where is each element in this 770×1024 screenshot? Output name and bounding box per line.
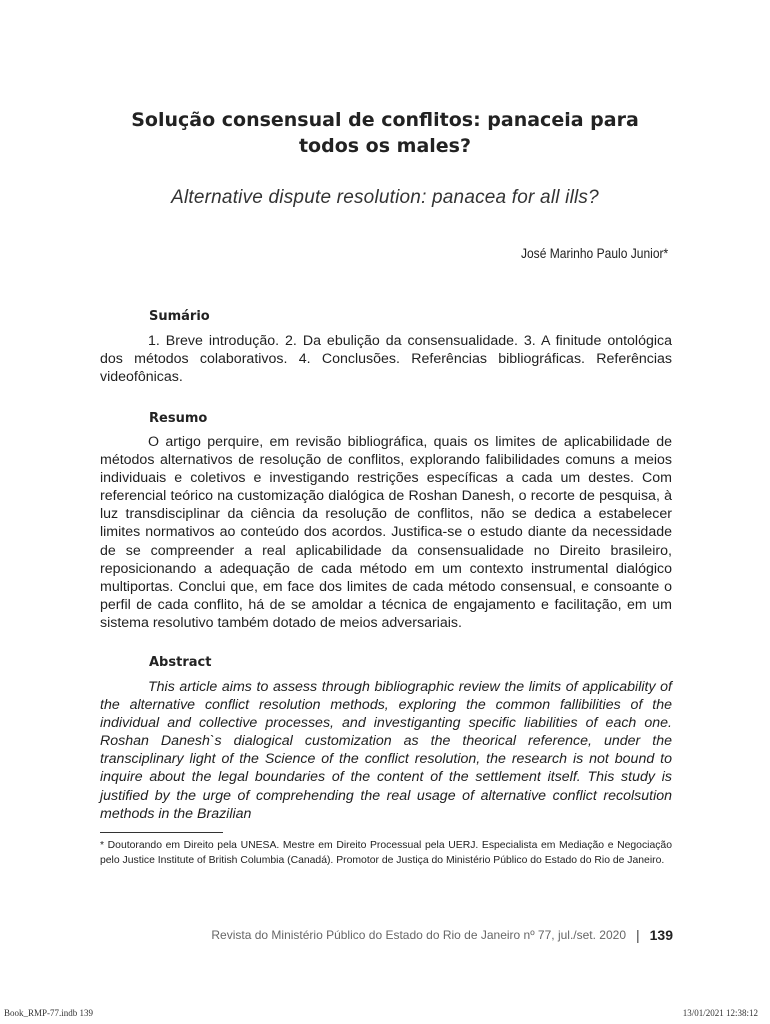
running-footer (211, 927, 673, 943)
article-title-english: Alternative dispute resolution: panacea for all ills? (171, 187, 599, 208)
resumo-heading: Resumo (149, 411, 208, 426)
author-footnote: * Doutorando em Direito pela UNESA. Mestre em Direito Processual pela UERJ. Especialista em Mediação e Negociação pelo Justice Institute of British Columbia (Canadá). Promotor de Justiça do Ministério Público do Estado do Rio de Janeiro. (100, 840, 672, 866)
footer-separator: | (636, 927, 640, 943)
article-title: Solução consensual de conflitos: panaceia para todos os males? (131, 109, 639, 157)
article-author: José Marinho Paulo Junior* (520, 245, 668, 261)
page-number: 139 (649, 927, 673, 943)
resumo-text: O artigo perquire, em revisão bibliográfica, quais os limites de aplicabilidade de métodos alternativos de resolução de conflitos, explorando falibilidades comuns a meios individuais e coletivos e investigando restrições específicas a cada um destes. Com referencial teórico na customização dialógica de Roshan Danesh, o recorte de pesquisa, à luz transdisciplinar da ciência da resolução de conflitos, não se dedica a estabelecer limites normativos ao conteúdo dos acordos. Justifica-se o estudo diante da necessidade de se compreender a real aplicabilidade da consensualidade no Direito brasileiro, reposicionando a adequação de cada método em um contexto instrumental dialógico multiportas. Conclui que, em face dos limites de cada método consensual, e consoante o perfil de cada conflito, há de se amoldar a técnica de engajamento e facilitação, em um sistema resolutivo também dotado de meios adversariais. (100, 434, 672, 631)
footnote-divider (100, 832, 223, 833)
abstract-heading: Abstract (149, 655, 212, 670)
summary-text: 1. Breve introdução. 2. Da ebulição da consensualidade. 3. A finitude ontológica dos métodos colaborativos. 4. Conclusões. Referências bibliográficas. Referências videofônicas. (100, 333, 672, 386)
journal-citation: Revista do Ministério Público do Estado do Rio de Janeiro nº 77, jul./set. 2020 (211, 928, 626, 942)
print-timestamp: 13/01/2021 12:38:12 (682, 1008, 758, 1018)
abstract-text: This article aims to assess through bibliographic review the limits of applicability of the alternative conflict resolution methods, exploring the common fallibilities of the individual and collective processes, and investiganting specific liabilities of each one. Roshan Danesh`s dialogical customization as the theorical reference, under the transciplinary light of the Science of the conflict resolution, the research is not bound to inquire about the legal boundaries of the content of the settlement itself. This study is justified by the urge of comprehending the real usage of alternative conflict recolsution methods in the Brazilian (100, 679, 672, 822)
print-file-mark: Book_RMP-77.indb 139 (4, 1008, 94, 1018)
summary-heading: Sumário (149, 309, 210, 324)
